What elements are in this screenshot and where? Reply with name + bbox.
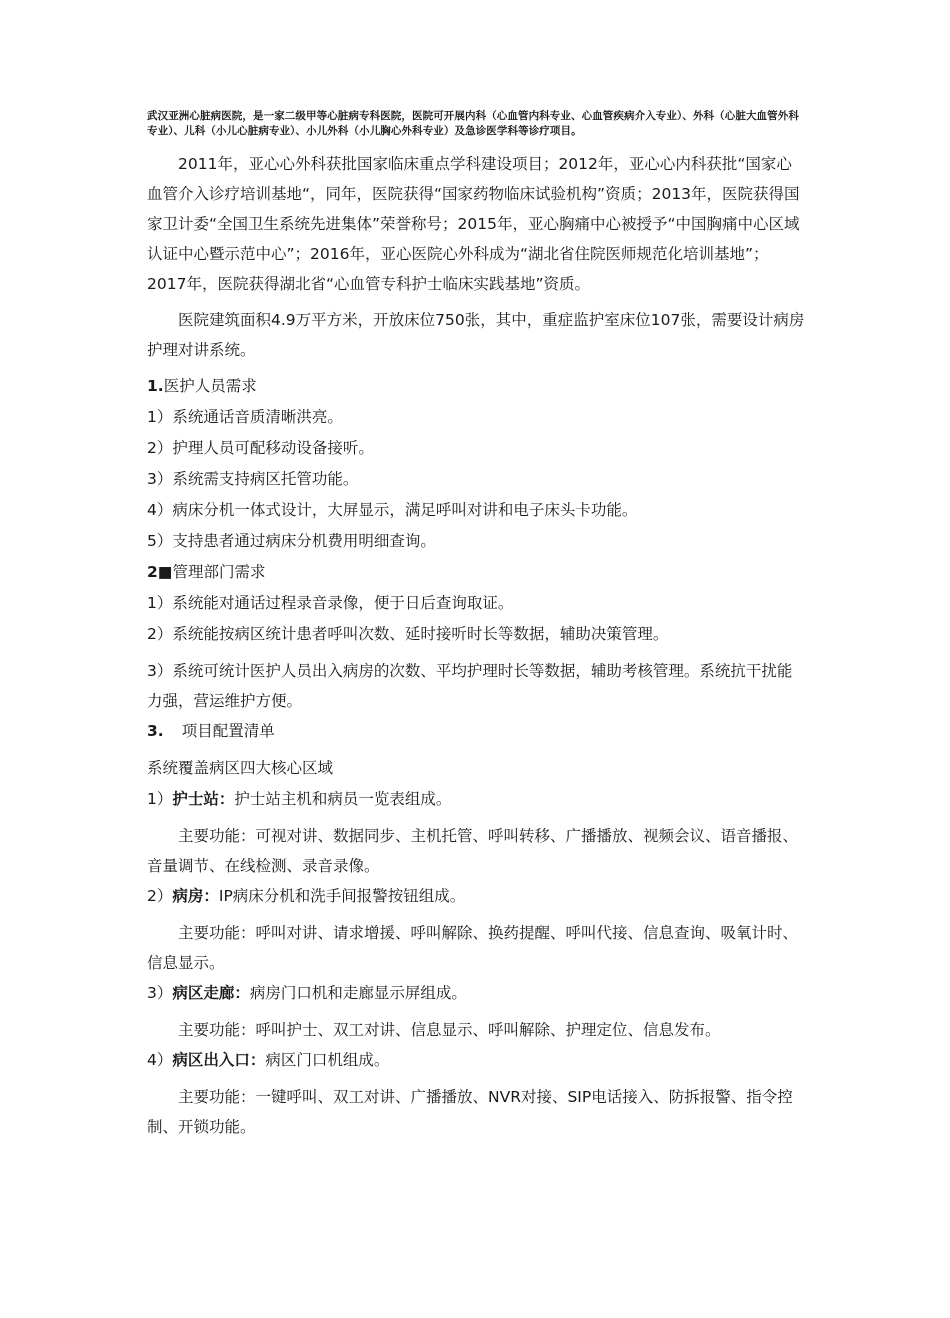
section-1-title: 医护人员需求: [163, 377, 257, 395]
section-2-title: 管理部门需求: [172, 563, 266, 581]
scale-paragraph: 医院建筑面积4.9万平方米，开放床位750张，其中，重症监护室床位107张，需要设计病房护理对讲系统。: [147, 311, 805, 359]
area-nurse-station: 1）护士站：护士站主机和病员一览表组成。: [147, 790, 452, 808]
section-2-number: 2■: [147, 563, 173, 581]
area-name: 护士站：: [172, 790, 235, 808]
history-paragraph: 2011年，亚心心外科获批国家临床重点学科建设项目；2012年，亚心心内科获批“国家心血管介入诊疗培训基地“，同年，医院获得“国家药物临床试验机构”资质；2013年，医院获得国家卫计委“全国卫生系统先进集体”荣誉称号；2015年，亚心胸痛中心被授予“中国胸痛中心区域认证中心暨示范中心”；2016年，亚心医院心外科成为“湖北省住院医师规范化培训基地”；2017年，医院获得湖北省“心血管专科护士临床实践基地”资质。: [147, 155, 800, 293]
area-ward: 2）病房：IP病床分机和洗手间报警按钮组成。: [147, 887, 466, 905]
area-desc: 病区门口机组成。: [265, 1051, 390, 1069]
area-desc: 护士站主机和病员一览表组成。: [234, 790, 452, 808]
section-1-item: 4）病床分机一体式设计，大屏显示，满足呼叫对讲和电子床头卡功能。: [147, 501, 638, 519]
section-3-number: 3.: [147, 722, 164, 740]
section-3-title: 项目配置清单: [181, 722, 275, 740]
section-1-heading: [147, 371, 807, 402]
section-2-item: 3）系统可统计医护人员出入病房的次数、平均护理时长等数据，辅助考核管理。系统抗干扰能力强，营运维护方便。: [147, 662, 793, 710]
section-1-item: 2）护理人员可配移动设备接听。: [147, 439, 374, 457]
section-1-item: 3）系统需支持病区托管功能。: [147, 470, 359, 488]
document-body: [147, 109, 807, 1142]
section-2-heading: [147, 557, 807, 588]
intro-paragraph: 武汉亚洲心脏病医院，是一家二级甲等心脏病专科医院，医院可开展内科（心血管内科专业、心血管疾病介入专业）、外科（心脏大血管外科专业）、儿科（小儿心脏病专业）、小儿外科（小儿胸心外科专业）及急诊医学科等诊疗项目。: [147, 110, 799, 137]
area-entrance: 4）病区出入口：病区门口机组成。: [147, 1051, 390, 1069]
area-features: 主要功能：一键呼叫、双工对讲、广播播放、NVR对接、SIP电话接入、防拆报警、指令控制、开锁功能。: [147, 1088, 793, 1136]
area-name: 病房：: [172, 887, 219, 905]
section-1-item: 1）系统通话音质清晰洪亮。: [147, 408, 343, 426]
section-1-item: 5）支持患者通过病床分机费用明细查询。: [147, 532, 436, 550]
area-features: 主要功能：可视对讲、数据同步、主机托管、呼叫转移、广播播放、视频会议、语音播报、音量调节、在线检测、录音录像。: [147, 827, 799, 875]
area-desc: 病房门口机和走廊显示屏组成。: [249, 984, 467, 1002]
area-features: 主要功能：呼叫对讲、请求增援、呼叫解除、换药提醒、呼叫代接、信息查询、吸氧计时、信息显示。: [147, 924, 799, 972]
area-corridor: 3）病区走廊：病房门口机和走廊显示屏组成。: [147, 984, 467, 1002]
area-name: 病区走廊：: [172, 984, 250, 1002]
section-1-number: 1.: [147, 377, 164, 395]
section-2-item: 1）系统能对通话过程录音录像，便于日后查询取证。: [147, 594, 514, 612]
section-2-item: 2）系统能按病区统计患者呼叫次数、延时接听时长等数据，辅助决策管理。: [147, 625, 669, 643]
section-3-heading: [147, 716, 807, 747]
area-desc: IP病床分机和洗手间报警按钮组成。: [218, 887, 466, 905]
section-3-subtitle: 系统覆盖病区四大核心区域: [147, 759, 334, 777]
area-features: 主要功能：呼叫护士、双工对讲、信息显示、呼叫解除、护理定位、信息发布。: [178, 1021, 721, 1039]
area-name: 病区出入口：: [172, 1051, 266, 1069]
